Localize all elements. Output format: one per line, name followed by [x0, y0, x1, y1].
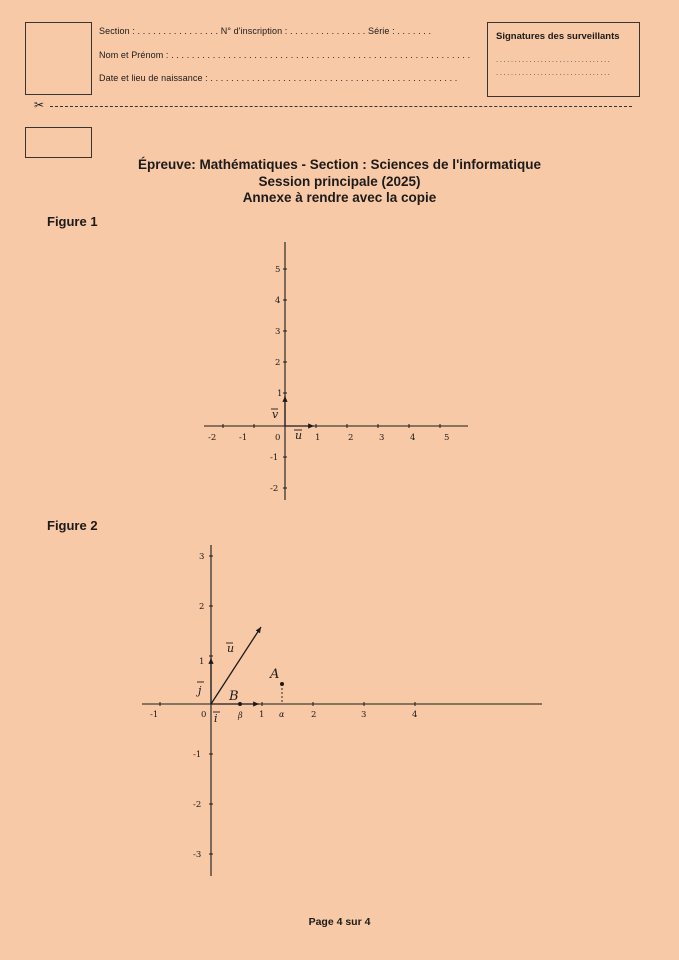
figure1-y-tick-label: 3 — [275, 327, 281, 337]
figure2-point-B-label: B — [229, 689, 239, 704]
figure2-label: Figure 2 — [47, 518, 98, 533]
figure1-y-tick-label: 4 — [275, 296, 281, 306]
scissors-icon: ✂ — [34, 98, 45, 112]
figure1-vector-v-label: v — [272, 408, 279, 421]
figure2-alpha-label: α — [279, 710, 285, 719]
figure1-x-tick-label: -1 — [239, 433, 248, 443]
header-line-birth: Date et lieu de naissance : . . . . . . . . . . . . . . . . . . . . . . . . . . . . . . . . . . . . . . . . . . . . . . . . — [99, 73, 458, 83]
figure2-x-tick-label: 4 — [412, 710, 418, 720]
figure2-point-A-label: A — [270, 667, 280, 682]
exam-title: Épreuve: Mathématiques - Section : Sciences de l'informatique — [137, 157, 542, 172]
figure1-vector-u-label: u — [295, 429, 303, 442]
figure2-y-tick-label: -1 — [193, 750, 202, 760]
figure1-origin-label: 0 — [275, 433, 281, 443]
figure1-y-tick-label: -1 — [270, 453, 279, 463]
figure2-x-tick-label: 3 — [361, 710, 367, 720]
figure2-x-tick-label: 2 — [311, 710, 317, 720]
figure1-y-tick-label: 5 — [275, 265, 281, 275]
figure2-x-tick-label: -1 — [150, 710, 159, 720]
figure2-x-tick-label: 1 — [259, 710, 265, 720]
figure1-x-tick-label: 5 — [444, 433, 450, 443]
figure2-vector-u-label: u — [227, 642, 235, 655]
figure2-y-tick-label: 1 — [199, 657, 205, 667]
figure2-point-A — [280, 682, 284, 686]
figure1-y-tick-label: 2 — [275, 358, 281, 368]
figure2-y-tick-label: -3 — [193, 850, 202, 860]
figure2-origin-label: 0 — [201, 710, 207, 720]
figure1-axes — [204, 242, 468, 500]
figure1-y-tick-label: 1 — [277, 389, 283, 399]
figure2-y-tick-label: 2 — [199, 602, 205, 612]
figure1-x-tick-label: 3 — [379, 433, 385, 443]
session-title: Session principale (2025) — [258, 174, 421, 189]
annex-title: Annexe à rendre avec la copie — [242, 190, 437, 205]
figure1-x-tick-label: 4 — [410, 433, 416, 443]
header-line-section: Section : . . . . . . . . . . . . . . . . N° d'inscription : . . . . . . . . . . . . . . . Série : . . . . . . . — [99, 26, 432, 36]
figure1-x-tick-label: 1 — [315, 433, 321, 443]
signatures-title: Signatures des surveillants — [496, 31, 620, 42]
signature-line-1: ............................... — [496, 55, 612, 64]
signature-line-2: ............................... — [496, 68, 612, 77]
figure1-x-tick-label: -2 — [208, 433, 217, 443]
figure1-x-tick-label: 2 — [348, 433, 354, 443]
figure1-label: Figure 1 — [47, 214, 98, 229]
header-line-name: Nom et Prénom : . . . . . . . . . . . . . . . . . . . . . . . . . . . . . . . . . . . . . . . . . . . . . . . . . . . . . . . . . . — [99, 50, 471, 60]
page-footer: Page 4 sur 4 — [308, 916, 371, 928]
figure1-y-tick-label: -2 — [270, 484, 279, 494]
figure2-vector-i-label: i — [214, 712, 218, 725]
figure2-beta-label: β — [238, 711, 243, 720]
figure2-y-tick-label: -2 — [193, 800, 202, 810]
figure2-vector-j-label: j — [198, 684, 202, 697]
figure2-y-tick-label: 3 — [199, 552, 205, 562]
figure2-point-B — [238, 702, 242, 706]
